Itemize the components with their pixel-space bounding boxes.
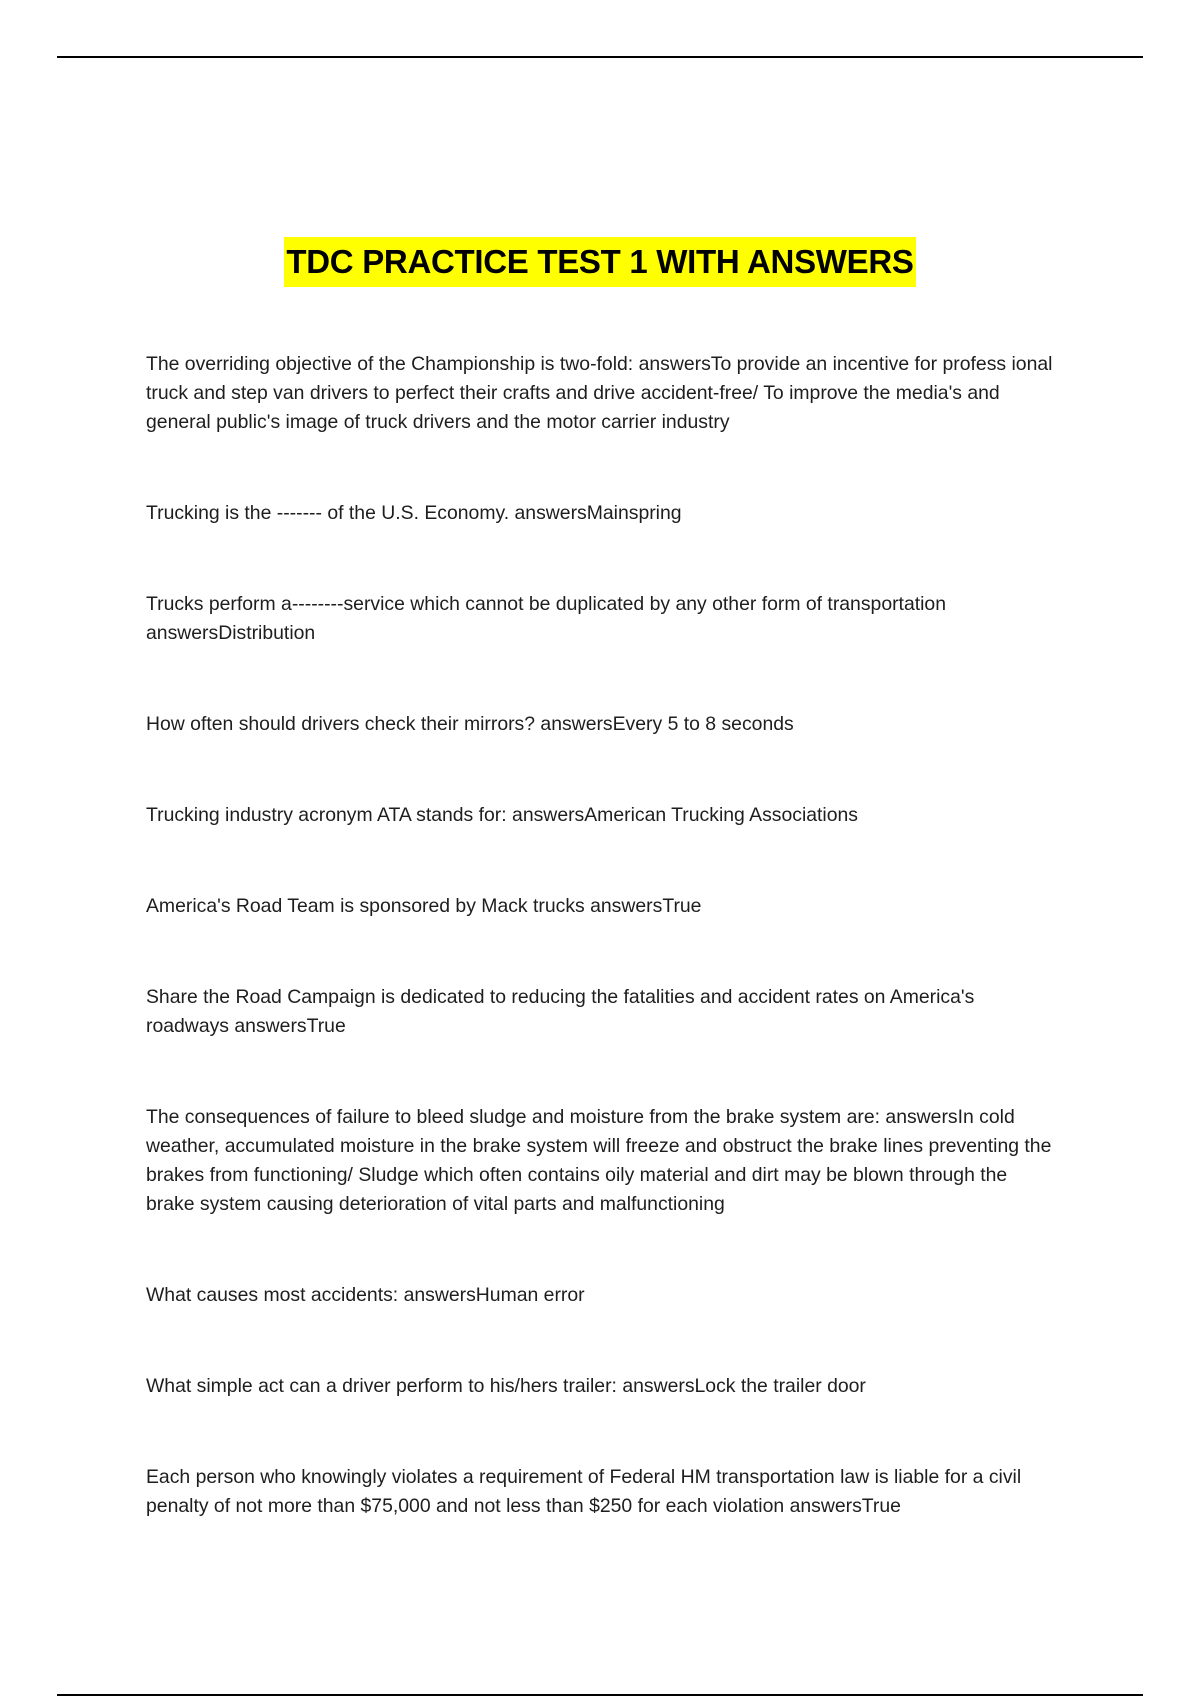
question-list (146, 350, 1061, 1583)
question-item (146, 499, 1061, 528)
question-text: Each person who knowingly violates a requirement of Federal HM transportation law is liable for a civil penalty of not more than $75,000 and not less than $250 for each violation (146, 1466, 1022, 1517)
question-text: The overriding objective of the Championship is two-fold: (146, 353, 639, 375)
question-text: The consequences of failure to bleed sludge and moisture from the brake system are: (146, 1106, 886, 1128)
question-item (146, 1281, 1061, 1310)
question-text: Trucks perform a--------service which cannot be duplicated by any other form of transportation (146, 593, 946, 615)
answer-text: answersMainspring (514, 502, 682, 524)
answer-text: answersEvery 5 to 8 seconds (540, 713, 794, 735)
answer-text: answersHuman error (403, 1284, 585, 1306)
question-item (146, 892, 1061, 921)
question-text: How often should drivers check their mirrors? (146, 713, 541, 735)
answer-text: answersDistribution (146, 622, 316, 644)
answer-text: answersTrue (789, 1495, 901, 1517)
answer-text: answersIn cold weather, accumulated moisture in the brake system will freeze and obstruct the brake lines preventing the brakes from functioning/ Sludge which often contains oily material and dirt may be blown through the brake system causing deterioration of vital parts and malfunctioning (146, 1106, 1052, 1215)
question-item (146, 1372, 1061, 1401)
page-title: TDC PRACTICE TEST 1 WITH ANSWERS (284, 237, 915, 287)
top-rule (57, 56, 1143, 58)
question-text: Trucking industry acronym ATA stands for: (146, 804, 513, 826)
answer-text: answersLock the trailer door (622, 1375, 866, 1397)
question-text: America's Road Team is sponsored by Mack trucks (146, 895, 591, 917)
question-item (146, 710, 1061, 739)
answer-text: answersTrue (234, 1015, 346, 1037)
question-text: Trucking is the ------- of the U.S. Economy. (146, 502, 515, 524)
answer-text: answersTrue (590, 895, 702, 917)
question-text: What simple act can a driver perform to his/hers trailer: (146, 1375, 623, 1397)
title-container (0, 237, 1200, 287)
question-item (146, 1103, 1061, 1219)
question-item (146, 590, 1061, 648)
question-text: What causes most accidents: (146, 1284, 404, 1306)
question-item (146, 801, 1061, 830)
answer-text: answersAmerican Trucking Associations (512, 804, 858, 826)
question-item (146, 1463, 1061, 1521)
question-item (146, 350, 1061, 437)
question-item (146, 983, 1061, 1041)
bottom-rule (57, 1694, 1143, 1696)
question-text: Share the Road Campaign is dedicated to reducing the fatalities and accident rates on America's roadways (146, 986, 975, 1037)
answer-text: answersTo provide an incentive for profess ional truck and step van drivers to perfect their crafts and drive accident-free/ To improve the media's and general public's image of truck drivers and the motor carrier industry (146, 353, 1053, 433)
